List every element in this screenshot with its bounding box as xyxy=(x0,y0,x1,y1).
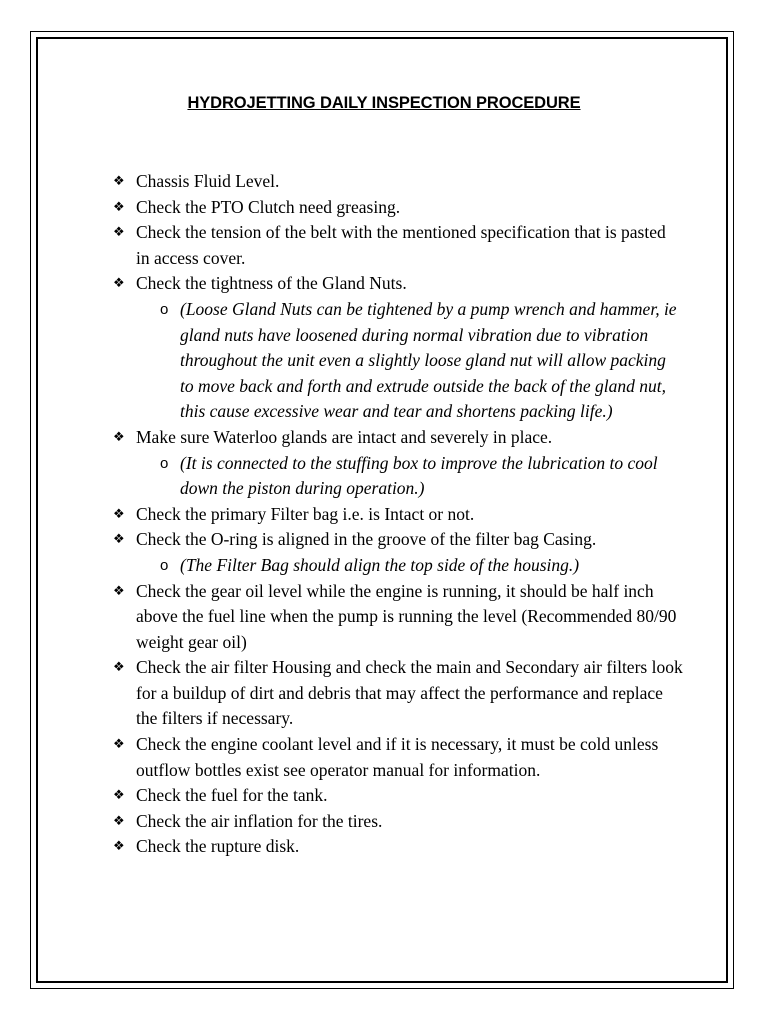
list-item xyxy=(113,527,683,553)
sub-list-item xyxy=(113,451,683,502)
list-item xyxy=(113,220,683,271)
procedure-list xyxy=(113,169,683,860)
list-item xyxy=(113,783,683,809)
list-item xyxy=(113,732,683,783)
list-item-text: Make sure Waterloo glands are intact and severely in place. xyxy=(136,426,553,447)
circle-bullet-icon: o xyxy=(160,556,169,574)
list-item xyxy=(113,655,683,732)
list-item xyxy=(113,169,683,195)
sub-list-item-text: (Loose Gland Nuts can be tightened by a pump wrench and hammer, ie gland nuts have loosened during normal vibration due to vibration throughout the unit even a slightly loose gland nut will allow packing to move back and forth and extrude outside the back of the gland nut, this cause excessive wear and tear and shortens packing life.) xyxy=(180,298,677,422)
diamond-bullet-icon: ❖ xyxy=(113,225,125,241)
list-item-text: Check the tightness of the Gland Nuts. xyxy=(136,273,407,294)
page-title: HYDROJETTING DAILY INSPECTION PROCEDURE xyxy=(187,94,581,112)
diamond-bullet-icon: ❖ xyxy=(113,788,125,804)
sub-list-item xyxy=(113,297,683,425)
diamond-bullet-icon: ❖ xyxy=(113,532,125,548)
circle-bullet-icon: o xyxy=(160,454,169,472)
list-item-text: Check the PTO Clutch need greasing. xyxy=(136,196,401,217)
diamond-bullet-icon: ❖ xyxy=(113,276,125,292)
list-item-text: Check the gear oil level while the engine is running, it should be half inch above the fuel line when the pump is running the level (Recommended 80/90 weight gear oil) xyxy=(136,580,677,652)
diamond-bullet-icon: ❖ xyxy=(113,813,125,829)
list-item xyxy=(113,502,683,528)
list-item-text: Check the air filter Housing and check the main and Secondary air filters look for a buildup of dirt and debris that may affect the performance and replace the filters if necessary. xyxy=(136,657,683,729)
diamond-bullet-icon: ❖ xyxy=(113,737,125,753)
diamond-bullet-icon: ❖ xyxy=(113,839,125,855)
list-item-text: Check the engine coolant level and if it is necessary, it must be cold unless outflow bottles exist see operator manual for information. xyxy=(136,734,659,780)
list-item-text: Check the fuel for the tank. xyxy=(136,785,328,806)
list-item-text: Check the O-ring is aligned in the groove of the filter bag Casing. xyxy=(136,529,597,550)
list-item xyxy=(113,425,683,451)
diamond-bullet-icon: ❖ xyxy=(113,174,125,189)
list-item xyxy=(113,579,683,656)
diamond-bullet-icon: ❖ xyxy=(113,583,125,599)
list-item-text: Chassis Fluid Level. xyxy=(136,171,280,191)
diamond-bullet-icon: ❖ xyxy=(113,199,125,215)
sub-list-item-text: (The Filter Bag should align the top side of the housing.) xyxy=(180,554,580,575)
list-item-text: Check the tension of the belt with the mentioned specification that is pasted in access cover. xyxy=(136,222,666,268)
sub-list-item xyxy=(113,553,683,579)
diamond-bullet-icon: ❖ xyxy=(113,506,125,522)
list-item xyxy=(113,834,683,860)
circle-bullet-icon: o xyxy=(160,300,169,318)
list-item-text: Check the primary Filter bag i.e. is Intact or not. xyxy=(136,503,475,524)
list-item xyxy=(113,271,683,297)
sub-list-item-text: (It is connected to the stuffing box to improve the lubrication to cool down the piston during operation.) xyxy=(180,452,658,499)
list-item xyxy=(113,195,683,221)
diamond-bullet-icon: ❖ xyxy=(113,660,125,676)
list-item xyxy=(113,809,683,835)
list-item-text: Check the rupture disk. xyxy=(136,836,300,857)
diamond-bullet-icon: ❖ xyxy=(113,429,125,445)
list-item-text: Check the air inflation for the tires. xyxy=(136,810,383,831)
